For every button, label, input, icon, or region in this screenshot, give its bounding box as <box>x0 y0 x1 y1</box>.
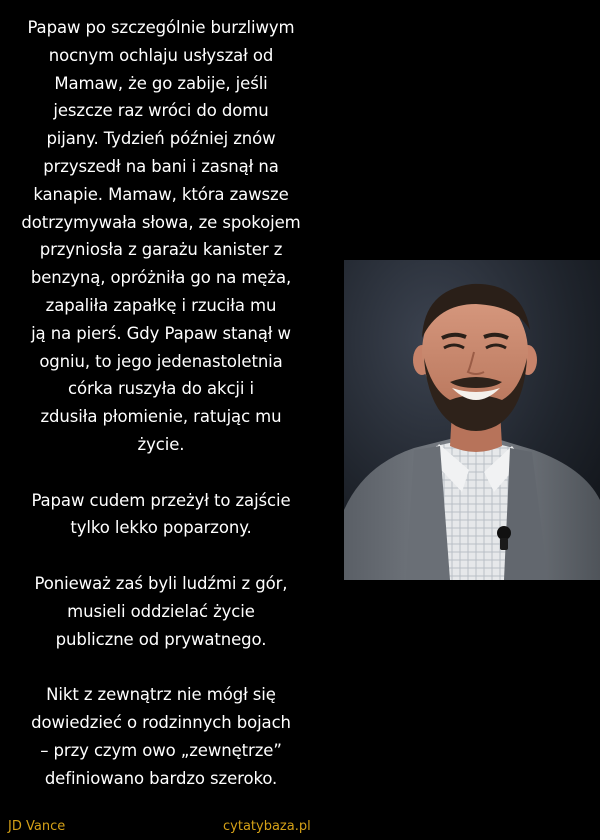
quote-line: musieli oddzielać życie <box>67 601 255 621</box>
quote-line: życie. <box>137 434 185 454</box>
quote-line: Nikt z zewnątrz nie mógł się <box>46 685 276 705</box>
quote-line: dotrzymywała słowa, ze spokojem <box>21 212 301 232</box>
quote-paragraph <box>0 681 322 792</box>
quote-text <box>0 14 322 792</box>
quote-line: nocnym ochlaju usłyszał od <box>48 45 274 65</box>
quote-line: przyniosła z garażu kanister z <box>39 240 283 260</box>
quote-paragraph <box>0 570 322 653</box>
quote-line: ogniu, to jego jedenastoletnia <box>39 351 283 371</box>
author-portrait-photo <box>344 260 600 580</box>
footer <box>0 816 600 840</box>
site-link[interactable]: cytatybaza.pl <box>223 819 311 834</box>
quote-line: kanapie. Mamaw, która zawsze <box>33 184 289 204</box>
quote-line: – przy czym owo „zewnętrze” <box>40 740 282 760</box>
quote-line: Mamaw, że go zabije, jeśli <box>54 73 268 93</box>
quote-line: pijany. Tydzień później znów <box>46 129 276 149</box>
quote-line: Papaw po szczególnie burzliwym <box>27 18 295 37</box>
quote-line: tylko lekko poparzony. <box>70 518 252 538</box>
quote-line: Ponieważ zaś byli ludźmi z gór, <box>34 573 288 593</box>
quote-paragraph <box>0 14 322 459</box>
author-name[interactable]: JD Vance <box>8 819 66 834</box>
quote-line: córka ruszyła do akcji i <box>67 379 255 399</box>
quote-line: benzyną, opróżniła go na męża, <box>30 268 292 288</box>
quote-line: publiczne od prywatnego. <box>55 629 267 649</box>
quote-line: przyszedł na bani i zasnął na <box>43 156 279 176</box>
quote-line: jeszcze raz wróci do domu <box>53 101 269 121</box>
quote-paragraph <box>0 487 322 543</box>
quote-line: zapaliła zapałkę i rzuciła mu <box>45 295 277 315</box>
quote-line: definiowano bardzo szeroko. <box>44 768 278 788</box>
quote-line: zdusiła płomienie, ratując mu <box>40 407 282 427</box>
quote-line: dowiedzieć o rodzinnych bojach <box>31 712 291 732</box>
quote-line: ją na pierś. Gdy Papaw stanął w <box>31 323 291 343</box>
quote-line: Papaw cudem przeżył to zajście <box>31 490 291 510</box>
author-portrait <box>344 260 600 580</box>
